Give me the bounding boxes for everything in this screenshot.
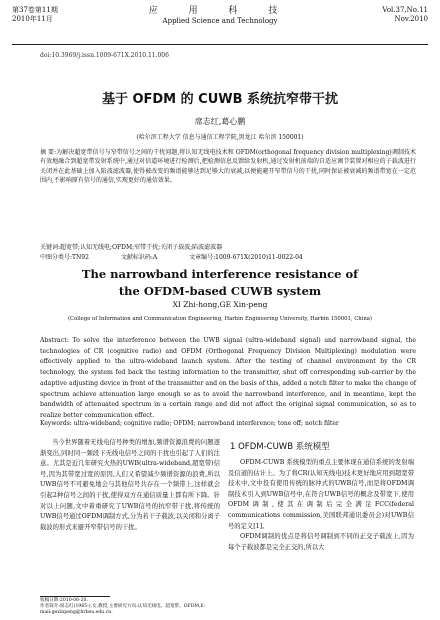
date-zh: 2010年11月 (12, 15, 53, 23)
journal-name-en: Applied Science and Technology (162, 17, 278, 25)
header-rule (12, 44, 428, 45)
affiliation-en: (College of Information and Communication Engineering, Harbin Engineering University, Harbin 150001, China) (67, 316, 372, 322)
document-code: 文献标识码:A (120, 254, 158, 261)
section-heading: 1 OFDM-CUWB 系统模型 (230, 442, 330, 452)
date-en: Nov.2010 (394, 15, 428, 23)
title-en (0, 266, 440, 300)
authors-en: XI Zhi-hong,GE Xin-peng (172, 300, 268, 309)
journal-name (12, 6, 428, 26)
authors-zh: 席志红,葛心鹏 (194, 117, 246, 126)
paragraph: OFDM调制的优点是将信号调制到不同的正交子载波上,因为每个子载波都是完全正交的,所以大 (228, 533, 414, 551)
abstract-zh: 摘 要:为解决超宽带信号与窄带信号之间的干扰问题,将认知无线电技术和 OFDM(orthogonal frequency division multiplexing)调制技术有效地融合到超宽带发射系统中,通过对信道环境进行检测后,把检测信息反馈给发射机,通过发射机前端的自适应调节装置对相应的子载波进行关闭并在此基础上加入陷波滤波器,使得被改变的频谱能够达到足够大的衰减,以便能避开窄带信号的干扰,同时保证被衰减的频谱带宽在一定范围内,不影响原有信号的通信,实现更好的通信效果。 (40, 149, 416, 184)
body-column-right (228, 458, 414, 553)
classification-zh (40, 252, 416, 261)
footnote: 收稿日期:2010-06-20. 作者简介:席志红(1965-),女,教授,主要研究方向:认知无线电、超宽带、OFDM,E-mail:gexinpeng@hrbeu.edu.cn. (40, 598, 206, 616)
article-id: 文章编号:1009-671X(2010)11-0022-04 (189, 254, 303, 261)
paragraph: OFDM-CUWB 系统模型的重点主要体现在通信系统的发射端及信道的估计上。为了将CR(认知无线电)技术更好地应用到超宽带技术中,文中投有使用传统的脉冲式的UWB信号,而是将OFDM调制技术引入到UWB信号中,在符合UWB信号的概念及带宽下,使用OFDM调制,使其在调制后完全满足FCC(federal communications commission,美国联邦通讯委员会)对UWB信号的定义[1]。 (228, 459, 414, 530)
footnote-rule (40, 596, 110, 597)
volume-issue-en (382, 6, 428, 24)
affiliation-zh: (哈尔滨工程大学 信息与通信工程学院,黑龙江 哈尔滨 150001) (136, 134, 304, 141)
volume-en: Vol.37,No.11 (382, 6, 428, 14)
doi: doi:10.3969/j.issn.1009-671X.2010.11.006 (40, 52, 169, 59)
body-column-left: 当今世界随着无线电信号种类的增加,频谱资源浪费的问题逐渐变出,同时同一频段下无线电信号之间的干扰也引起了人们的注意。尤其是近几年研究火热的UWB(ultra-wideband,超宽带)信号,因为其带宽过宽的原因,人们又希望减少频谱资源的浪费,所以UWB信号不可避免地会与其他信号共存在一个频带上,这样就会引起2种信号之间的干扰,使得双方在通信质量上都有所下降。针对以上问题,文中着重研究了UWB信号的抗窄带干扰,将传统的UWB信号通过OFDM调制方式,分为若干子载波,以关闭和分离子载波的形式来避开窄带信号的干扰。 (40, 439, 220, 531)
clc-number: 中图分类号:TN92 (40, 254, 89, 261)
volume-zh: 第37卷第11期 (12, 6, 58, 14)
journal-name-zh: 应 用 科 技 (148, 6, 292, 16)
abstract-en: Abstract: To solve the interference between the UWB signal (ultra-wideband signal) and narrowband signal, the technologies of CR (cognitive radio) and OFDM (Orthogonal Frequency Division Multiplexing) modulation were effectively applied to the ultra-wideband launch system. After the testing of channel environment by the CR technology, the system fed back the testing information to the transmitter, shut off corresponding sub-carrier by the adaptive adjusting device in front of the transmitter and on the basis of this, added a notch filter to make the change of spectrum achieve attenuation large enough so as to avoid the narrowband interference, and in meantime, kept the bandwidth of attenuated spectrum in a certain range and did not affect the original signal communication, so as to realize better communication effect. (40, 337, 416, 419)
keywords-en: Keywords: ultra-wideband; cognitive radio; OFDM; narrowband interference; tone off; notch filter (40, 420, 339, 427)
title-zh: 基于 OFDM 的 CUWB 系统抗窄带干扰 (101, 92, 339, 107)
title-en-line2: the OFDM-based CUWB system (118, 284, 322, 298)
keywords-zh: 关键词:超宽带;认知无线电;OFDM;窄带干扰;关闭子载波;陷波滤波器 (40, 244, 223, 251)
title-en-line1: The narrowband interference resistance of (81, 267, 359, 281)
running-header (12, 6, 428, 42)
